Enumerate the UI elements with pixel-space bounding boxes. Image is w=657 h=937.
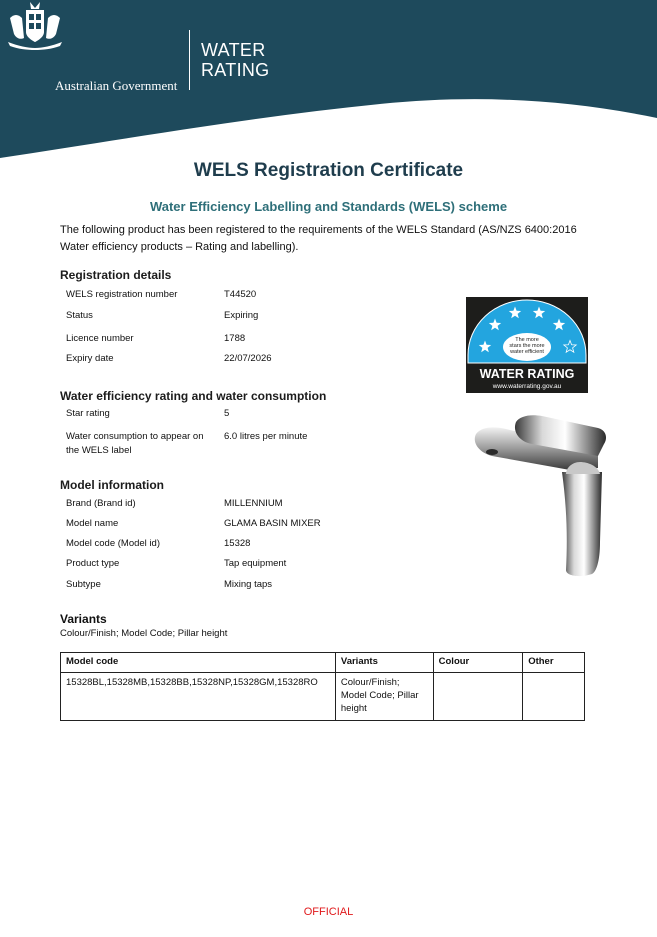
badge-text-line-1: The more <box>515 337 539 343</box>
intro-line-2: Water efficiency products – Rating and labelling). <box>60 241 299 253</box>
badge-text-line-3: water efficient <box>510 349 544 355</box>
basin-mixer-tap-image <box>470 412 610 582</box>
detail-label: Licence number <box>66 333 134 344</box>
intro-paragraph <box>60 222 600 256</box>
detail-label: Brand (Brand id) <box>66 498 136 509</box>
header-divider <box>189 30 190 90</box>
detail-label: Water consumption to appear on the WELS label <box>66 431 204 456</box>
detail-label: Model name <box>66 518 119 529</box>
water-rating-brand <box>201 40 269 80</box>
column-header-variants: Variants <box>335 653 433 673</box>
intro-line-1: The following product has been registered to the requirements of the WELS Standard (AS/NZS 6400:2016 <box>60 224 577 236</box>
coat-of-arms-icon <box>0 0 70 50</box>
brand-line-2: RATING <box>201 60 270 80</box>
page-subtitle: Water Efficiency Labelling and Standards (WELS) scheme <box>149 199 508 214</box>
official-marking: OFFICIAL <box>303 906 354 918</box>
government-name: Australian Government <box>55 78 178 93</box>
badge-text-line-2: stars the more <box>509 343 545 349</box>
table-row <box>61 673 585 721</box>
model-heading: Model information <box>60 478 164 492</box>
variants-subheading: Colour/Finish; Model Code; Pillar height <box>60 628 228 639</box>
detail-value: 6.0 litres per minute <box>224 431 308 442</box>
cell-colour <box>433 673 523 721</box>
detail-value: Tap equipment <box>224 558 287 569</box>
detail-label: Star rating <box>66 408 110 419</box>
detail-label: Subtype <box>66 579 101 590</box>
detail-label: Model code (Model id) <box>66 538 160 549</box>
detail-value: GLAMA BASIN MIXER <box>224 518 321 529</box>
table-header-row <box>61 653 585 673</box>
rating-heading: Water efficiency rating and water consumption <box>60 389 327 403</box>
column-header-other: Other <box>523 653 585 673</box>
column-header-colour: Colour <box>433 653 523 673</box>
variants-table <box>60 652 585 721</box>
detail-label: WELS registration number <box>66 289 178 300</box>
brand-line-1: WATER <box>201 40 266 60</box>
detail-label: Status <box>66 310 93 321</box>
badge-url: www.waterrating.gov.au <box>492 383 562 390</box>
detail-value: Expiring <box>224 310 259 321</box>
header-band <box>0 0 657 165</box>
badge-title: WATER RATING <box>479 367 575 381</box>
detail-value: T44520 <box>224 289 257 300</box>
detail-value: 1788 <box>224 333 246 344</box>
detail-label: Product type <box>66 558 120 569</box>
water-rating-label-badge <box>466 297 588 393</box>
page-title: WELS Registration Certificate <box>193 160 464 181</box>
registration-heading: Registration details <box>60 268 172 282</box>
detail-value: Mixing taps <box>224 579 273 590</box>
detail-value: 15328 <box>224 538 251 549</box>
detail-value: 22/07/2026 <box>224 353 272 364</box>
detail-value: MILLENNIUM <box>224 498 283 509</box>
cell-model-code: 15328BL,15328MB,15328BB,15328NP,15328GM,15328RO <box>61 673 336 721</box>
detail-value: 5 <box>224 408 230 419</box>
cell-other <box>523 673 585 721</box>
variants-heading: Variants <box>60 612 107 626</box>
column-header-model-code: Model code <box>61 653 336 673</box>
cell-variants: Colour/Finish; Model Code; Pillar height <box>335 673 433 721</box>
detail-label: Expiry date <box>66 353 114 364</box>
